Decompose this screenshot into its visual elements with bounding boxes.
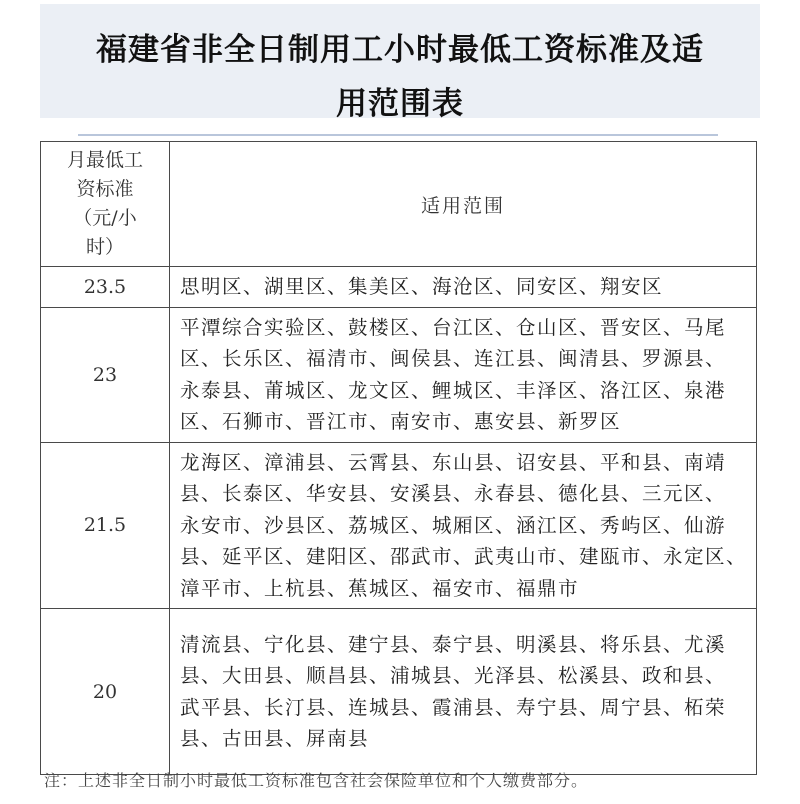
table-row xyxy=(41,307,757,442)
scope-line: 思明区、湖里区、集美区、海沧区、同安区、翔安区 xyxy=(180,275,664,298)
scope-line: 县、古田县、屏南县 xyxy=(180,727,370,750)
scope-cell xyxy=(170,609,757,775)
table-row xyxy=(41,609,757,775)
table-header-row xyxy=(41,142,757,267)
scope-line: 清流县、宁化县、建宁县、泰宁县、明溪县、将乐县、尤溪 xyxy=(180,632,727,656)
scope-column-header: 适用范围 xyxy=(170,142,757,267)
rate-cell: 23.5 xyxy=(41,267,170,308)
scope-line: 漳平市、上杭县、蕉城区、福安市、福鼎市 xyxy=(180,576,580,600)
table-row xyxy=(41,267,757,308)
scope-line: 县、大田县、顺昌县、浦城县、光泽县、松溪县、政和县、 xyxy=(180,664,727,687)
rate-header-line: 时） xyxy=(85,236,124,258)
wage-standard-table xyxy=(40,141,757,775)
scope-line: 区、石狮市、晋江市、南安市、惠安县、新罗区 xyxy=(180,410,622,433)
scope-line: 平潭综合实验区、鼓楼区、台江区、仓山区、晋安区、马尾 xyxy=(180,315,727,339)
scope-line: 区、长乐区、福清市、闽侯县、连江县、闽清县、罗源县、 xyxy=(180,347,727,370)
scope-line: 县、延平区、建阳区、邵武市、武夷山市、建瓯市、永定区、 xyxy=(180,545,748,568)
scope-cell xyxy=(170,307,757,442)
rate-cell: 21.5 xyxy=(41,442,170,609)
scope-line: 永泰县、莆城区、龙文区、鲤城区、丰泽区、洛江区、泉港 xyxy=(180,378,727,402)
page-title-line-1: 福建省非全日制用工小时最低工资标准及适 xyxy=(96,32,704,68)
page-title-line-2: 用范围表 xyxy=(336,86,464,122)
scope-cell xyxy=(170,442,757,609)
rate-header-line: 资标准 xyxy=(76,178,134,200)
scope-line: 武平县、长汀县、连城县、霞浦县、寿宁县、周宁县、柘荣 xyxy=(180,695,727,719)
rate-header-line: 月最低工 xyxy=(66,149,143,171)
rate-cell: 23 xyxy=(41,307,170,442)
scope-cell xyxy=(170,267,757,308)
scope-line: 龙海区、漳浦县、云霄县、东山县、诏安县、平和县、南靖 xyxy=(180,450,727,474)
table-row xyxy=(41,442,757,609)
rate-cell: 20 xyxy=(41,609,170,775)
rate-column-header xyxy=(41,142,170,267)
scope-line: 永安市、沙县区、荔城区、城厢区、涵江区、秀屿区、仙游 xyxy=(180,513,727,537)
footnote: 注：上述非全日制小时最低工资标准包含社会保险单位和个人缴费部分。 xyxy=(44,771,589,790)
title-divider xyxy=(78,134,718,136)
rate-header-line: （元/小 xyxy=(73,207,137,229)
scope-line: 县、长泰区、华安县、安溪县、永春县、德化县、三元区、 xyxy=(180,482,727,505)
